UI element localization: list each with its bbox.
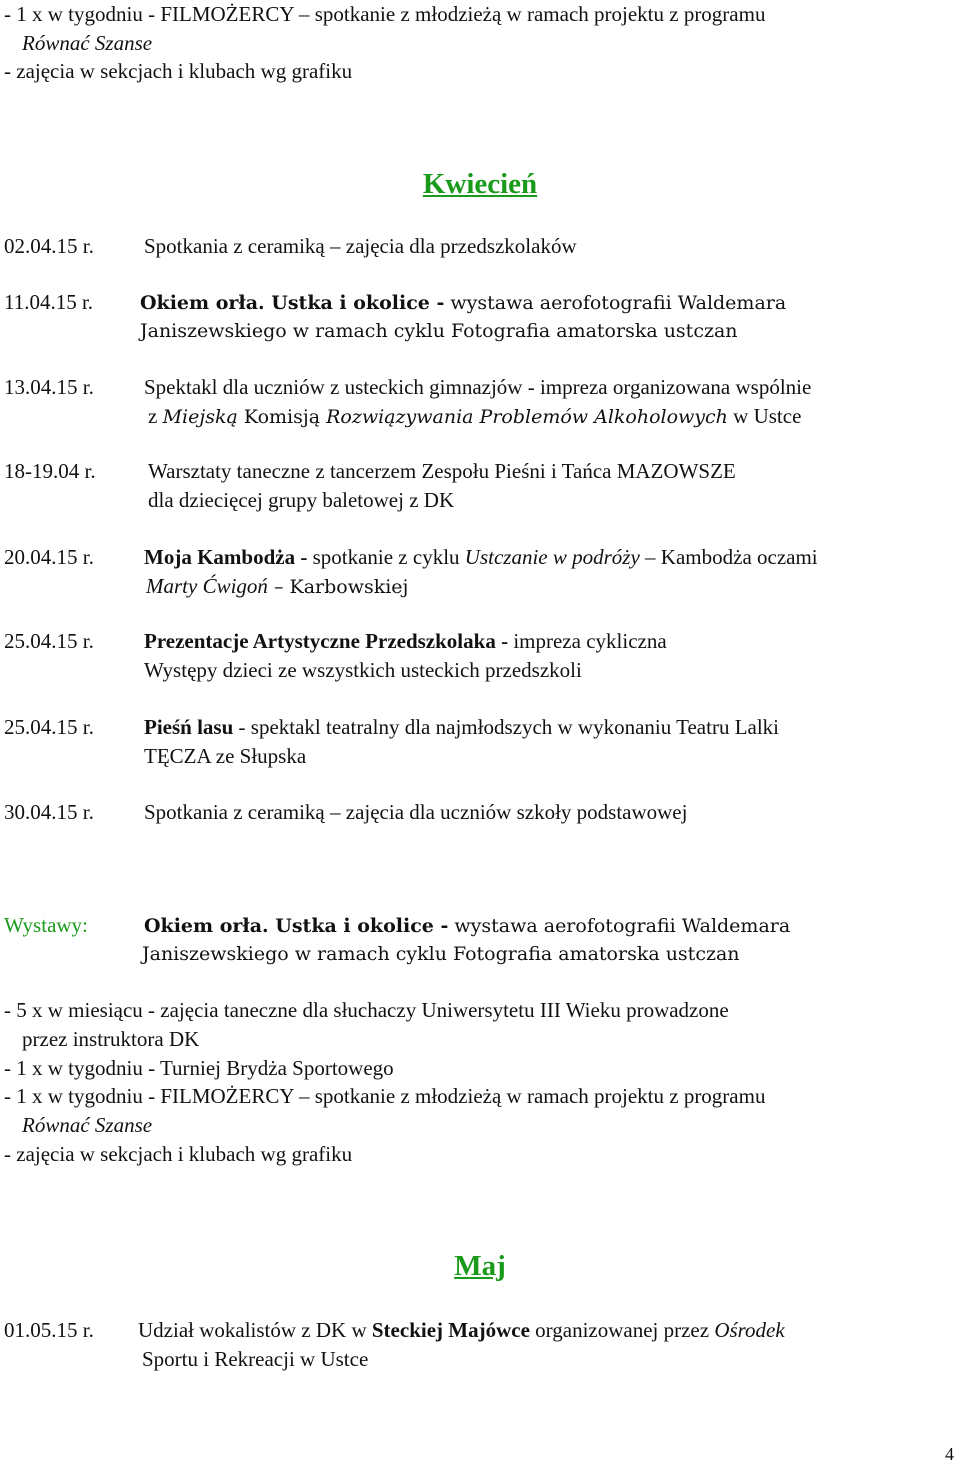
text-part-italic: Ośrodek bbox=[714, 1318, 785, 1342]
event-text-line-1: Warsztaty taneczne z tancerzem Zespołu Pieśni i Tańca MAZOWSZE bbox=[148, 459, 736, 483]
event-text-line-1 bbox=[140, 288, 786, 318]
text-part: impreza cykliczna bbox=[508, 629, 667, 653]
event-date: 01.05.15 r. bbox=[4, 1318, 94, 1342]
event-desc: wystawa aerofotografii Waldemara bbox=[444, 292, 787, 314]
list-item: - 1 x w tygodniu - FILMOŻERCY – spotkanie z młodzieżą w ramach projektu z programu bbox=[4, 1084, 766, 1108]
event-text-line-1: Spektakl dla uczniów z usteckich gimnazjów - impreza organizowana wspólnie bbox=[144, 375, 812, 399]
list-item-cont: Równać Szanse bbox=[22, 1113, 153, 1137]
top-list-prefix: - 1 x w tygodniu - FILMOŻERCY bbox=[4, 2, 294, 26]
text-part: spotkanie z cyklu bbox=[307, 545, 465, 569]
event-text-line-1 bbox=[144, 543, 818, 572]
event-text-line-1 bbox=[138, 1316, 785, 1345]
event-text: Spotkania z ceramiką – zajęcia dla uczniów szkoły podstawowej bbox=[144, 800, 688, 824]
event-title-bold: Pieśń lasu bbox=[144, 715, 234, 739]
text-part-italic: Rozwiązywania Problemów Alkoholowych bbox=[326, 406, 728, 428]
may-heading: Maj bbox=[454, 1250, 506, 1282]
event-text-line-2: Występy dzieci ze wszystkich usteckich przedszkoli bbox=[144, 658, 582, 682]
top-list-line-3: - zajęcia w sekcjach i klubach wg grafiku bbox=[4, 59, 353, 83]
event-date: 18-19.04 r. bbox=[4, 459, 96, 483]
text-part: – Karbowskiej bbox=[267, 576, 409, 598]
event-text-line-2 bbox=[148, 402, 801, 432]
event-date: 25.04.15 r. bbox=[4, 629, 94, 653]
text-part: – Kambodża oczami bbox=[639, 545, 818, 569]
text-part: Komisją bbox=[237, 406, 327, 428]
event-text-line-2 bbox=[146, 572, 408, 602]
page-number: 4 bbox=[945, 1444, 954, 1464]
event-text-line-1 bbox=[144, 627, 667, 656]
event-date: 30.04.15 r. bbox=[4, 800, 94, 824]
text-part: w Ustce bbox=[727, 404, 802, 428]
top-list-line-2: Równać Szanse bbox=[22, 31, 153, 55]
event-title-bold: Steckiej Majówce bbox=[371, 1318, 530, 1342]
exhibition-title-bold: Okiem orła. bbox=[144, 915, 269, 937]
exhibition-subtitle-bold: Ustka i okolice - bbox=[268, 915, 449, 937]
event-date: 13.04.15 r. bbox=[4, 375, 94, 399]
list-item: - zajęcia w sekcjach i klubach wg grafiku bbox=[4, 1142, 353, 1166]
event-date: 25.04.15 r. bbox=[4, 715, 94, 739]
april-heading: Kwiecień bbox=[422, 168, 538, 200]
top-list-line-1 bbox=[4, 0, 765, 29]
event-title-bold: Prezentacje Artystyczne Przedszkolaka - bbox=[144, 629, 509, 653]
text-part: wystawa aerofotografii Waldemara bbox=[448, 915, 791, 937]
text-part: - spektakl teatralny dla najmłodszych w wykonaniu Teatru Lalki bbox=[233, 715, 780, 739]
event-subtitle-bold: Ustka i okolice - bbox=[264, 292, 445, 314]
text-part-italic: Ustczanie w podróży bbox=[464, 545, 640, 569]
list-item: - 5 x w miesiącu - zajęcia taneczne dla słuchaczy Uniwersytetu III Wieku prowadzone bbox=[4, 998, 729, 1022]
exhibition-line-1 bbox=[144, 911, 790, 941]
text-part: z bbox=[148, 404, 163, 428]
event-title-bold: Okiem orła. bbox=[140, 292, 265, 314]
event-text-line-2: Janiszewskiego w ramach cyklu Fotografia amatorska ustczan bbox=[140, 320, 738, 342]
list-item: - 1 x w tygodniu - Turniej Brydża Sportowego bbox=[4, 1056, 394, 1080]
event-date: 20.04.15 r. bbox=[4, 545, 94, 569]
exhibition-line-2: Janiszewskiego w ramach cyklu Fotografia amatorska ustczan bbox=[142, 943, 740, 965]
text-part-italic: Marty Ćwigoń bbox=[146, 574, 268, 598]
event-text: Spotkania z ceramiką – zajęcia dla przedszkolaków bbox=[144, 234, 577, 258]
event-date: 11.04.15 r. bbox=[4, 290, 94, 314]
text-part: Udział wokalistów z DK w bbox=[138, 1318, 372, 1342]
event-text-line-2: TĘCZA ze Słupska bbox=[144, 744, 307, 768]
text-part: organizowanej przez bbox=[529, 1318, 715, 1342]
list-item-cont: przez instruktora DK bbox=[22, 1027, 200, 1051]
event-text-line-2: Sportu i Rekreacji w Ustce bbox=[142, 1347, 369, 1371]
top-list-rest: – spotkanie z młodzieżą w ramach projektu z programu bbox=[293, 2, 766, 26]
text-part-italic: Miejską bbox=[162, 406, 238, 428]
exhibitions-label: Wystawy: bbox=[4, 913, 88, 937]
event-text-line-1 bbox=[144, 713, 779, 742]
event-text-line-2: dla dziecięcej grupy baletowej z DK bbox=[148, 488, 455, 512]
event-title-bold: Moja Kambodża - bbox=[144, 545, 308, 569]
event-date: 02.04.15 r. bbox=[4, 234, 94, 258]
